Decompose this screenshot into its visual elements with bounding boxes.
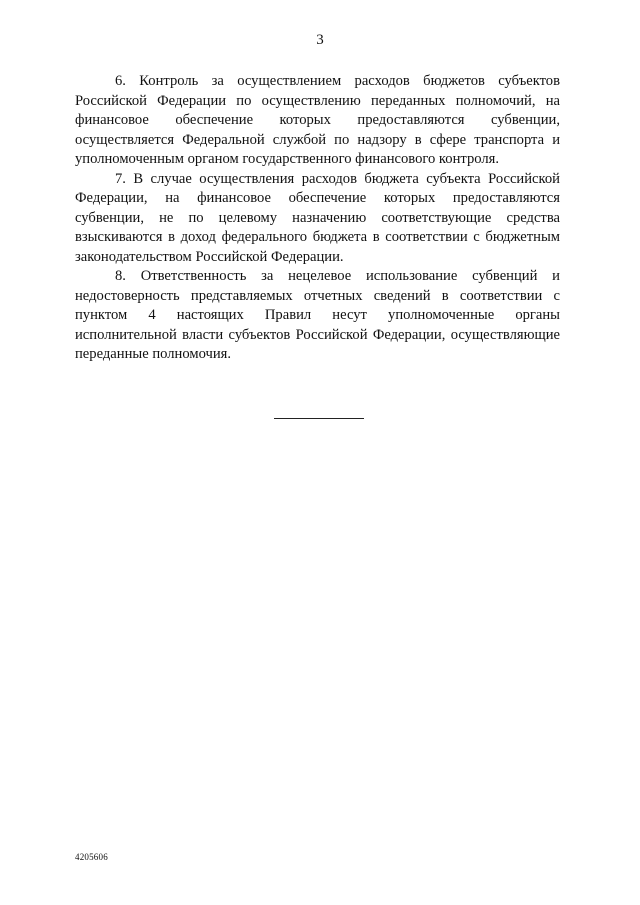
end-separator-line [274, 418, 364, 419]
paragraph-8: 8. Ответственность за нецелевое использование субвенций и недостоверность представляемых отчетных сведений в соответствии с пунктом 4 настоящих Правил несут уполномоченные органы исполнительной власти субъектов Российской Федерации, осуществляющие переданные полномочия. [75, 268, 560, 362]
page-number: 3 [316, 32, 324, 48]
paragraph-7: 7. В случае осуществления расходов бюджета субъекта Российской Федерации, на финансовое обеспечение которых предоставляются субвенции, не по целевому назначению соответствующие средства взыскиваются в доход федерального бюджета в соответствии с бюджетным законодательством Российской Федерации. [75, 170, 560, 265]
document-code: 4205606 [75, 852, 108, 862]
paragraph-6: 6. Контроль за осуществлением расходов бюджетов субъектов Российской Федерации по осуществлению переданных полномочий, на финансовое обеспечение которых предоставляются субвенции, осуществляется Федеральной службой по надзору в сфере транспорта и уполномоченным органом государственного финансового контроля. [75, 73, 560, 167]
document-body [75, 72, 560, 365]
